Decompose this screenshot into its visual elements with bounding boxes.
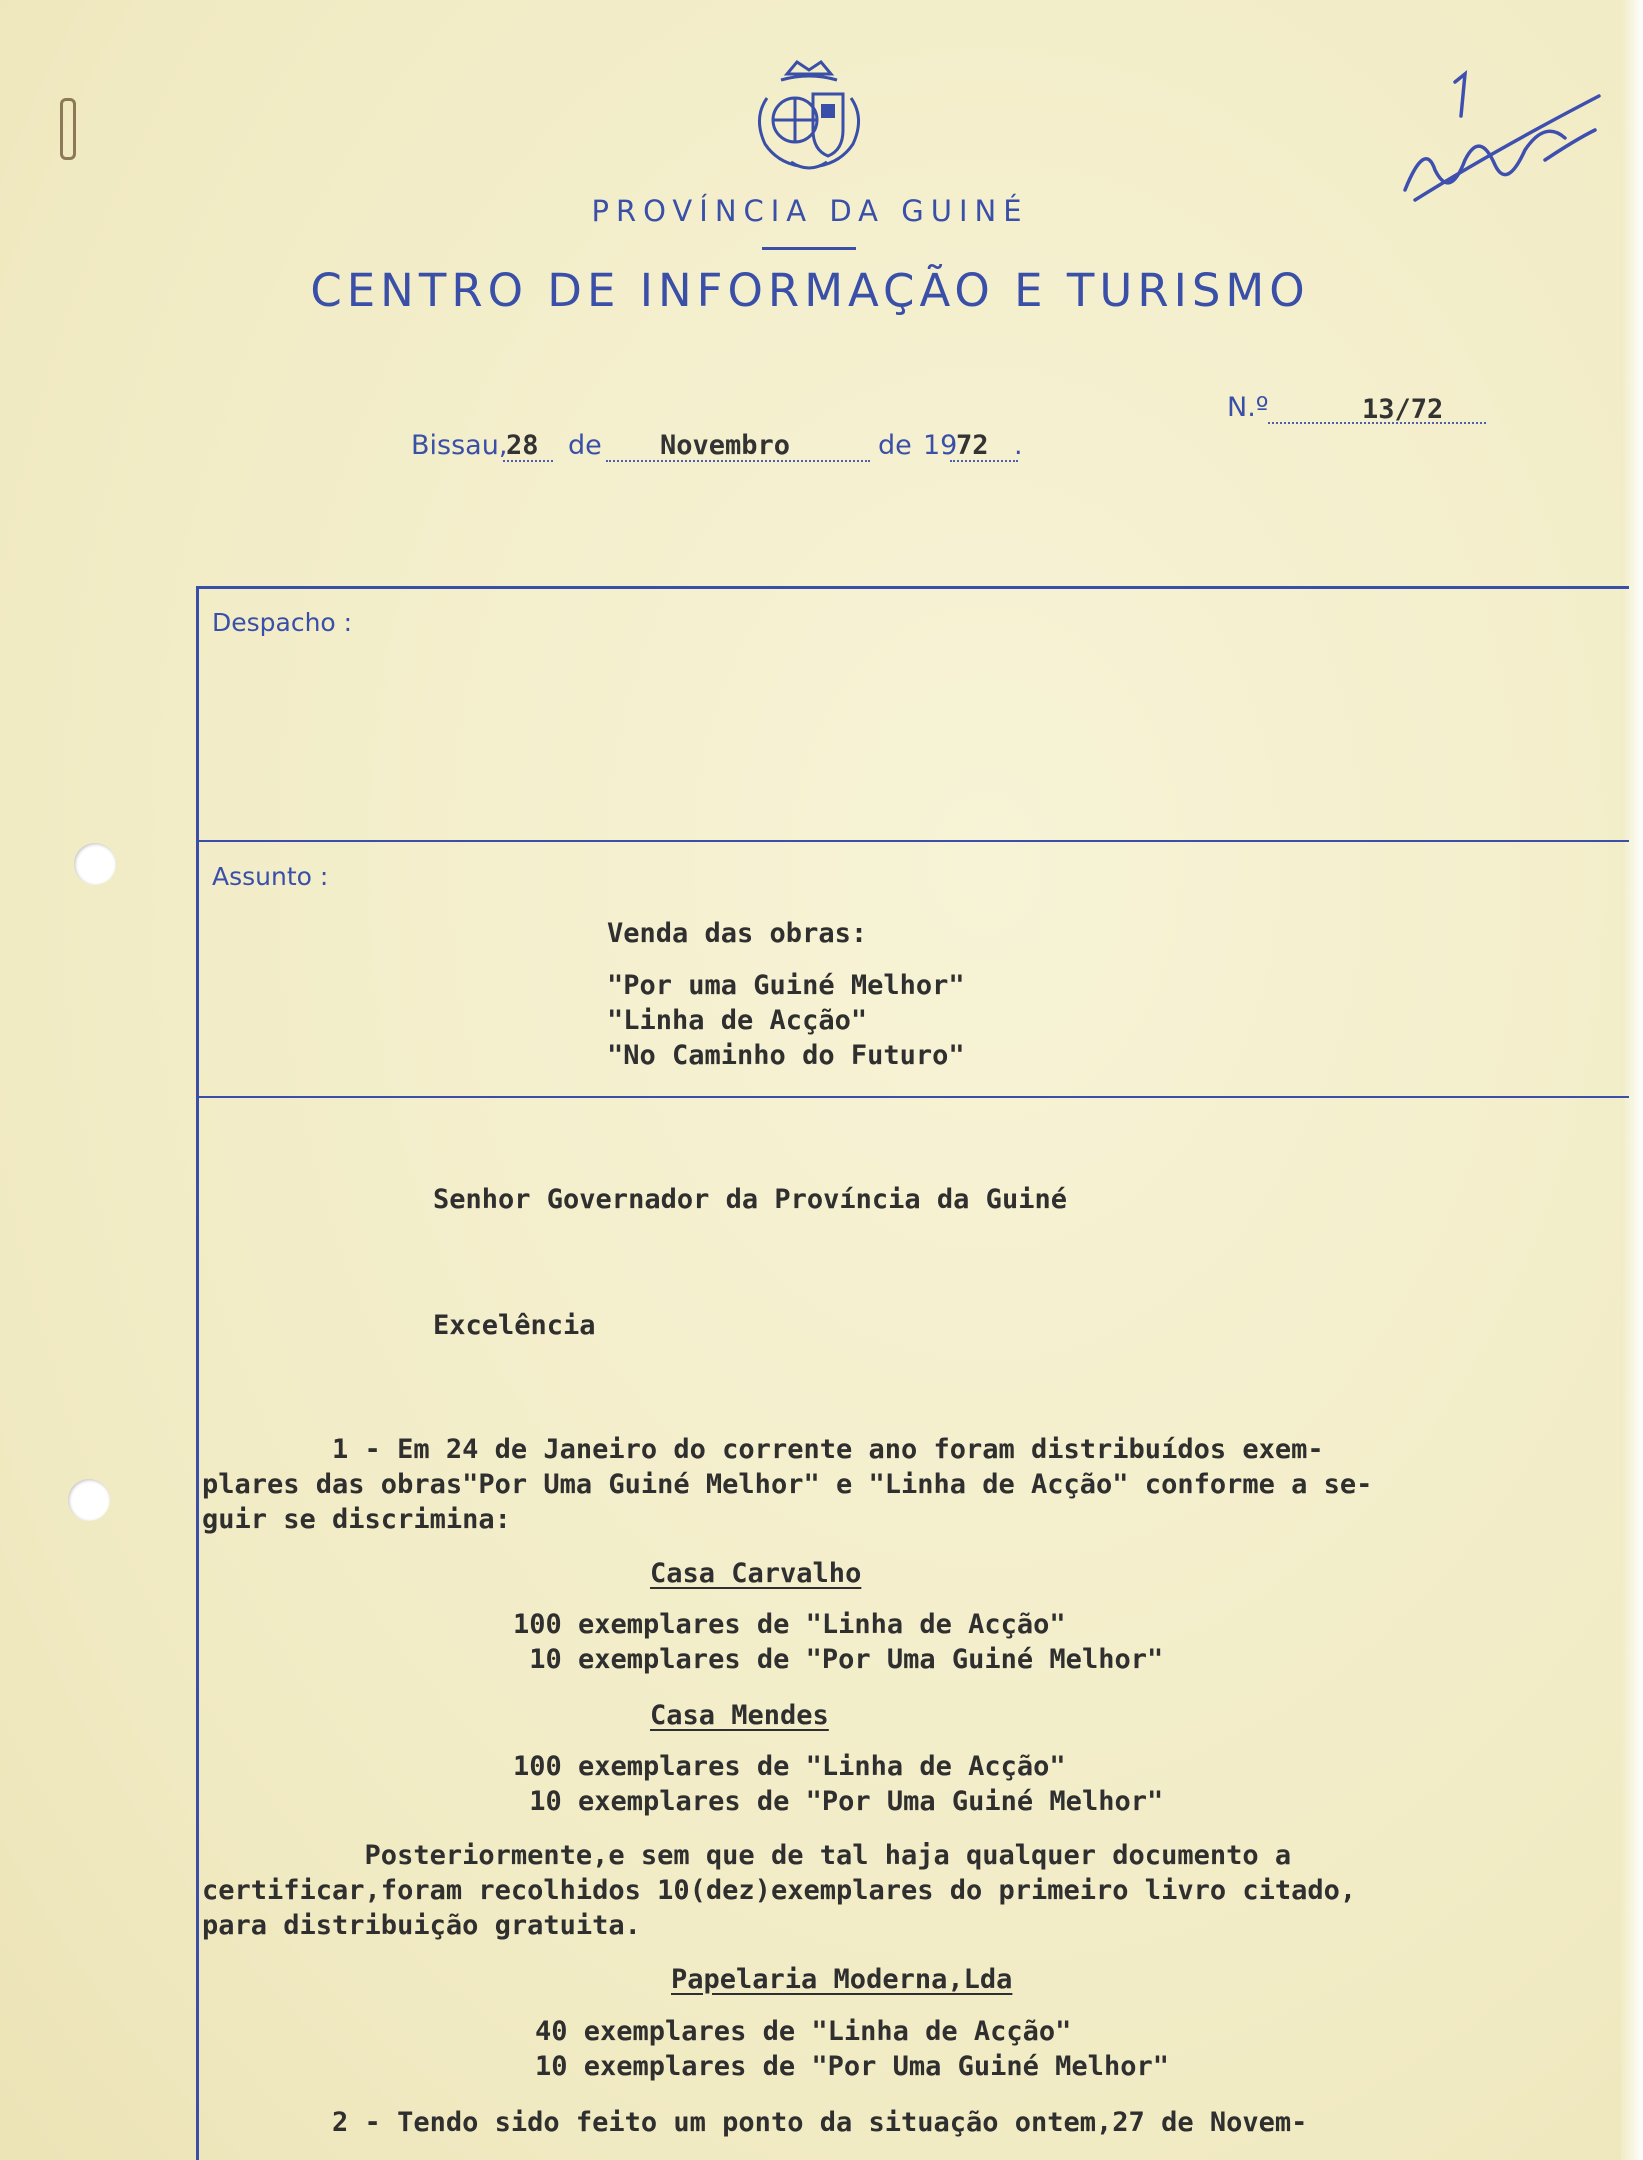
shop-heading-1: Casa Carvalho (650, 1558, 862, 1589)
shop-1-item-1: 100 exemplares de "Linha de Acção" (513, 1609, 1066, 1640)
subject-title-2: "Linha de Acção" (607, 1005, 868, 1036)
shop-heading-3: Papelaria Moderna,Lda (671, 1964, 1013, 1995)
date-month: Novembro (660, 430, 791, 461)
shop-heading-2: Casa Mendes (650, 1700, 829, 1731)
date-year-prefix: 19 (923, 430, 958, 461)
paragraph-2-line-1: Posteriormente,e sem que de tal haja qualquer documento a (202, 1840, 1292, 1871)
subject-line: Venda das obras: (607, 918, 868, 949)
number-label: N.º (1227, 392, 1269, 423)
centre-heading: CENTRO DE INFORMAÇÃO E TURISMO (310, 264, 1310, 317)
shop-3-item-2: 10 exemplares de "Por Uma Guiné Melhor" (535, 2051, 1169, 2082)
despacho-divider (199, 840, 1629, 842)
shop-2-item-2: 10 exemplares de "Por Uma Guiné Melhor" (513, 1786, 1164, 1817)
paragraph-2-line-3: para distribuição gratuita. (202, 1910, 641, 1941)
shop-3-item-1: 40 exemplares de "Linha de Acção" (535, 2016, 1072, 2047)
paragraph-1-line-1: 1 - Em 24 de Janeiro do corrente ano foram distribuídos exem- (202, 1434, 1324, 1465)
date-day: 28 (506, 430, 539, 461)
date-year-suffix: 72 (956, 430, 989, 461)
date-de-1: de (568, 430, 602, 461)
paragraph-3-line-1: 2 - Tendo sido feito um ponto da situação ontem,27 de Novem- (202, 2107, 1308, 2138)
paragraph-1-line-2: plares das obras"Por Uma Guiné Melhor" e "Linha de Acção" conforme a se- (202, 1469, 1373, 1500)
paragraph-2-line-2: certificar,foram recolhidos 10(dez)exemplares do primeiro livro citado, (202, 1875, 1357, 1906)
address: Excelência (433, 1310, 596, 1341)
assunto-label: Assunto : (212, 862, 329, 891)
assunto-divider (199, 1096, 1629, 1098)
document-number: 13/72 (1362, 394, 1444, 425)
heading-divider (762, 247, 856, 250)
shop-2-item-1: 100 exemplares de "Linha de Acção" (513, 1751, 1066, 1782)
despacho-label: Despacho : (212, 608, 353, 637)
date-end: . (1014, 430, 1023, 461)
date-place: Bissau, (411, 430, 508, 461)
punch-hole-bottom (68, 1479, 110, 1521)
staple-mark (60, 98, 76, 160)
subject-title-1: "Por uma Guiné Melhor" (607, 970, 965, 1001)
paragraph-1-line-3: guir se discrimina: (202, 1504, 511, 1535)
punch-hole-top (74, 843, 116, 885)
province-heading: PROVÍNCIA DA GUINÉ (591, 194, 1029, 228)
subject-title-3: "No Caminho do Futuro" (607, 1040, 965, 1071)
coat-of-arms-icon (747, 58, 871, 176)
date-de-2: de (878, 430, 912, 461)
shop-1-item-2: 10 exemplares de "Por Uma Guiné Melhor" (513, 1644, 1164, 1675)
salutation: Senhor Governador da Província da Guiné (433, 1184, 1067, 1215)
